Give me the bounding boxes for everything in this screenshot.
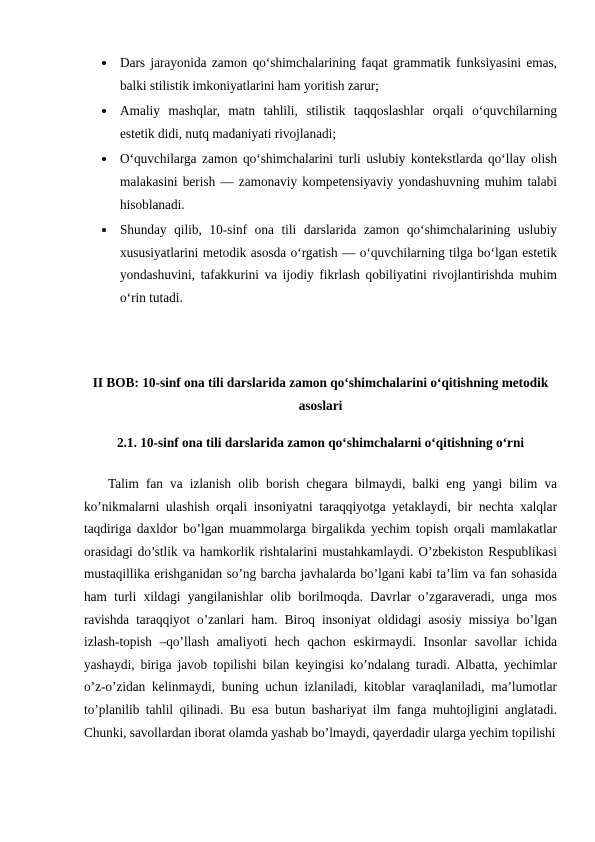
body-paragraph: Talim fan va izlanish olib borish chegara bilmaydi, balki eng yangi bilim va ko’nikmalarni ulashish orqali insoniyatni taraqqiyotga yetaklaydi, bir nechta xalqlar taqdiriga daxldor bo’lgan muammolarga birgalikda yechim topish orqali mamlakatlar orasidagi do’stlik va hamkorlik rishtalarini mustahkamlaydi. O’zbekiston Respublikasi mustaqillika erishganidan so’ng barcha javhalarda bo’lgani kabi ta’lim va fan sohasida ham turli xildagi yangilanishlar olib borilmoqda. Davrlar o’zgaraveradi, unga mos ravishda taraqqiyot o’zanlari ham. Biroq insoniyat oldidagi asosiy missiya bo’lgan izlash-topish –qo’llash amaliyoti hech qachon eskirmaydi. Insonlar savollar ichida yashaydi, biriga javob topilishi bilan keyingisi ko’ndalang turadi. Albatta, yechimlar o’z-o’zidan kelinmaydi, buning uchun izlaniladi, kitoblar varaqlaniladi, ma’lumotlar to’planilib tahlil qilinadi. Bu esa butun bashariyat ilm fanga muhtojligini anglatadi. Chunki, savollardan iborat olamda yashab bo’lmaydi, qayerdadir ularga yechim topilishi bbox=[84, 476, 557, 740]
bullet-dot-icon bbox=[102, 157, 106, 161]
bullet-item bbox=[101, 219, 557, 309]
bullet-text: Dars jarayonida zamon qo‘shimchalarining faqat grammatik funksiyasini emas, balki stilistik imkoniyatlarini ham yoritish zarur; bbox=[120, 55, 557, 93]
bullet-list bbox=[101, 52, 557, 313]
bullet-text: Shunday qilib, 10-sinf ona tili darslarida zamon qo‘shimchalarining uslubiy xususiyatlarini metodik asosda o‘rgatish — o‘quvchilarning tilga bo‘lgan estetik yondashuvini, tafakkurini va ijodiy fikrlash qobiliyatini rivojlantirishda muhim o‘rin tutadi. bbox=[120, 222, 557, 305]
section-heading: 2.1. 10-sinf ona tili darslarida zamon qo‘shimchalarni o‘qitishning o‘rni bbox=[116, 435, 525, 450]
bullet-dot-icon bbox=[102, 228, 106, 232]
bullet-text: O‘quvchilarga zamon qo‘shimchalarini turli uslubiy kontekstlarda qo‘llay olish malakasini berish — zamonaviy kompetensiyaviy yondashuvning muhim talabi hisoblanadi. bbox=[120, 151, 557, 212]
bullet-dot-icon bbox=[102, 109, 106, 113]
bullet-text: Amaliy mashqlar, matn tahlili, stilistik taqqoslashlar orqali o‘quvchilarning estetik didi, nutq madaniyati rivojlanadi; bbox=[120, 103, 557, 141]
chapter-heading: II BOB: 10-sinf ona tili darslarida zamon qo‘shimchalarini o‘qitishning metodik asoslari bbox=[92, 375, 549, 413]
bullet-item bbox=[101, 148, 557, 216]
bullet-item bbox=[101, 100, 557, 145]
bullet-dot-icon bbox=[102, 61, 106, 65]
bullet-item bbox=[101, 52, 557, 97]
